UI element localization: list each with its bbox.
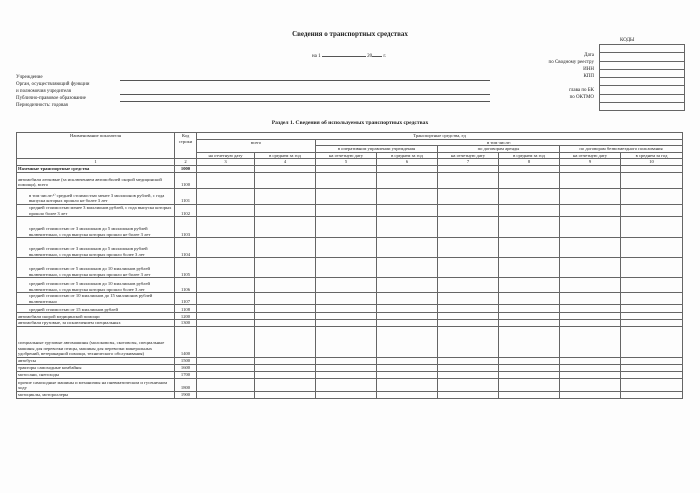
value-cell[interactable] xyxy=(438,172,499,188)
header-report-date: на отчетную дату xyxy=(560,152,621,159)
value-cell[interactable] xyxy=(377,172,438,188)
row-code: 1700 xyxy=(175,371,197,378)
value-cell[interactable] xyxy=(621,165,683,172)
left-label-periodicity: Периодичность: годовая xyxy=(16,103,68,108)
value-cell[interactable] xyxy=(438,293,499,305)
table-row xyxy=(17,364,683,371)
table-row xyxy=(17,326,683,357)
table-row xyxy=(17,320,683,327)
value-cell[interactable] xyxy=(499,378,560,391)
indicator-name: тракторы самоходные комбайны xyxy=(17,364,175,371)
column-number: 6 xyxy=(377,159,438,166)
value-cell[interactable] xyxy=(255,278,316,293)
value-cell[interactable] xyxy=(560,326,621,357)
public-entity-field[interactable] xyxy=(120,101,490,102)
value-cell[interactable] xyxy=(560,371,621,378)
table-row xyxy=(17,305,683,313)
value-cell[interactable] xyxy=(197,172,255,188)
value-cell[interactable] xyxy=(499,326,560,357)
value-cell[interactable] xyxy=(197,378,255,391)
table-row xyxy=(17,258,683,278)
value-cell[interactable] xyxy=(316,188,377,204)
value-cell[interactable] xyxy=(316,305,377,313)
row-code: 1400 xyxy=(175,326,197,357)
header-total: всего xyxy=(197,139,316,152)
value-cell[interactable] xyxy=(621,172,683,188)
value-cell[interactable] xyxy=(197,364,255,371)
value-cell[interactable] xyxy=(377,258,438,278)
value-cell[interactable] xyxy=(621,313,683,320)
value-cell[interactable] xyxy=(255,165,316,172)
column-number: 2 xyxy=(175,159,197,166)
value-cell[interactable] xyxy=(560,278,621,293)
table-row xyxy=(17,378,683,391)
value-cell[interactable] xyxy=(499,217,560,238)
column-number: 8 xyxy=(499,159,560,166)
value-cell[interactable] xyxy=(197,293,255,305)
value-cell[interactable] xyxy=(197,320,255,327)
value-cell[interactable] xyxy=(499,204,560,216)
indicator-name: средней стоимостью от 15 миллионов рублей xyxy=(17,305,175,313)
codes-cell[interactable] xyxy=(600,94,685,102)
value-cell[interactable] xyxy=(560,188,621,204)
value-cell[interactable] xyxy=(377,378,438,391)
value-cell[interactable] xyxy=(438,326,499,357)
value-cell[interactable] xyxy=(316,217,377,238)
value-cell[interactable] xyxy=(255,326,316,357)
value-cell[interactable] xyxy=(255,371,316,378)
row-code: 1900 xyxy=(175,391,197,398)
value-cell[interactable] xyxy=(438,378,499,391)
indicator-name: автомобили скорой медицинской помощи xyxy=(17,313,175,320)
value-cell[interactable] xyxy=(197,326,255,357)
table-row xyxy=(17,172,683,188)
value-cell[interactable] xyxy=(560,217,621,238)
row-code: 1300 xyxy=(175,320,197,327)
value-cell[interactable] xyxy=(316,172,377,188)
value-cell[interactable] xyxy=(197,217,255,238)
value-cell[interactable] xyxy=(197,391,255,398)
value-cell[interactable] xyxy=(438,371,499,378)
value-cell[interactable] xyxy=(316,371,377,378)
row-code: 1105 xyxy=(175,258,197,278)
value-cell[interactable] xyxy=(438,357,499,364)
row-code: 1103 xyxy=(175,217,197,238)
table-row xyxy=(17,313,683,320)
value-cell[interactable] xyxy=(499,320,560,327)
column-number: 3 xyxy=(197,159,255,166)
value-cell[interactable] xyxy=(377,320,438,327)
row-code: 1101 xyxy=(175,188,197,204)
column-number: 10 xyxy=(621,159,683,166)
indicator-name: в том числе:¹⁾ средней стоимостью менее 3 миллионов рублей, с года выпуска которых прошло не более 3 лет xyxy=(17,188,175,204)
row-code: 1108 xyxy=(175,305,197,313)
date-year-field[interactable] xyxy=(372,56,382,57)
value-cell[interactable] xyxy=(499,278,560,293)
left-labels xyxy=(16,74,89,109)
value-cell[interactable] xyxy=(621,305,683,313)
codes-table xyxy=(599,44,685,111)
value-cell[interactable] xyxy=(377,238,438,258)
value-cell[interactable] xyxy=(499,357,560,364)
value-cell[interactable] xyxy=(560,165,621,172)
value-cell[interactable] xyxy=(255,357,316,364)
row-code: 1104 xyxy=(175,238,197,258)
value-cell[interactable] xyxy=(621,258,683,278)
right-label: КПП xyxy=(583,74,594,79)
value-cell[interactable] xyxy=(316,204,377,216)
value-cell[interactable] xyxy=(316,326,377,357)
table-row xyxy=(17,188,683,204)
value-cell[interactable] xyxy=(438,364,499,371)
codes-header: КОДЫ xyxy=(620,38,635,43)
header-report-date: на отчетную дату xyxy=(316,152,377,159)
value-cell[interactable] xyxy=(255,258,316,278)
document-title: Сведения о транспортных средствах xyxy=(292,30,408,38)
value-cell[interactable] xyxy=(316,364,377,371)
value-cell[interactable] xyxy=(255,391,316,398)
value-cell[interactable] xyxy=(560,378,621,391)
table-row xyxy=(17,204,683,216)
value-cell[interactable] xyxy=(377,217,438,238)
indicator-name: средней стоимостью от 5 миллионов до 10 миллионов рублей включительно, с года выпуска которых прошло более 3 лет xyxy=(17,278,175,293)
value-cell[interactable] xyxy=(438,320,499,327)
value-cell[interactable] xyxy=(621,217,683,238)
value-cell[interactable] xyxy=(255,305,316,313)
row-code: 1800 xyxy=(175,378,197,391)
table-row xyxy=(17,217,683,238)
value-cell[interactable] xyxy=(621,204,683,216)
value-cell[interactable] xyxy=(255,293,316,305)
indicator-name: средней стоимостью менее 3 миллионов рублей, с года выпуска которых прошло более 3 лет xyxy=(17,204,175,216)
value-cell[interactable] xyxy=(621,320,683,327)
value-cell[interactable] xyxy=(197,204,255,216)
indicator-name: специальные грузовые автомашины (молоковозы, скотовозы, специальные машины для перевозки птицы, машины для перевозки минеральных удобрений, ветеринарной помощи, технического обслуживания) xyxy=(17,326,175,357)
indicator-name: Наземные транспортные средства xyxy=(17,165,175,172)
codes-cell[interactable] xyxy=(600,53,685,61)
right-label: по ОКТМО xyxy=(569,95,594,100)
header-including: в том числе: xyxy=(316,139,683,146)
table-row xyxy=(17,278,683,293)
indicator-name: мотосани, снегоходы xyxy=(17,371,175,378)
value-cell[interactable] xyxy=(197,305,255,313)
right-label: Дата xyxy=(584,53,594,58)
header-free-use: по договорам безвозмездного пользования xyxy=(560,146,683,153)
header-year-avg: в среднем за год xyxy=(255,152,316,159)
value-cell[interactable] xyxy=(621,357,683,364)
column-number: 5 xyxy=(316,159,377,166)
left-label-founder: Орган, осуществляющий функции xyxy=(16,82,90,87)
value-cell[interactable] xyxy=(377,278,438,293)
value-cell[interactable] xyxy=(438,204,499,216)
codes-cell[interactable] xyxy=(600,45,685,53)
value-cell[interactable] xyxy=(255,238,316,258)
value-cell[interactable] xyxy=(499,258,560,278)
value-cell[interactable] xyxy=(560,320,621,327)
value-cell[interactable] xyxy=(560,293,621,305)
value-cell[interactable] xyxy=(438,391,499,398)
value-cell[interactable] xyxy=(560,357,621,364)
indicator-name: автобусы xyxy=(17,357,175,364)
institution-field[interactable] xyxy=(120,80,490,81)
value-cell[interactable] xyxy=(377,357,438,364)
value-cell[interactable] xyxy=(255,364,316,371)
value-cell[interactable] xyxy=(499,165,560,172)
value-cell[interactable] xyxy=(438,278,499,293)
left-label-founder-2: и полномочия учредителя xyxy=(16,89,71,94)
value-cell[interactable] xyxy=(316,293,377,305)
value-cell[interactable] xyxy=(255,172,316,188)
right-label: ИНН xyxy=(583,67,594,72)
value-cell[interactable] xyxy=(621,238,683,258)
column-number: 4 xyxy=(255,159,316,166)
row-code: 1600 xyxy=(175,364,197,371)
table-row xyxy=(17,165,683,172)
right-label xyxy=(480,80,594,87)
header-row-code: Код строки xyxy=(175,133,197,159)
value-cell[interactable] xyxy=(197,357,255,364)
transport-table xyxy=(16,132,683,399)
value-cell[interactable] xyxy=(316,378,377,391)
value-cell[interactable] xyxy=(377,313,438,320)
value-cell[interactable] xyxy=(499,172,560,188)
value-cell[interactable] xyxy=(621,326,683,357)
section-title: Раздел 1. Сведения об используемых транспортных средствах xyxy=(271,120,429,126)
indicator-name: прочие самоходные машины и механизмы на пневматическом и гусеничном ходу xyxy=(17,378,175,391)
value-cell[interactable] xyxy=(621,378,683,391)
value-cell[interactable] xyxy=(197,165,255,172)
value-cell[interactable] xyxy=(499,371,560,378)
value-cell[interactable] xyxy=(316,320,377,327)
header-indicator-name: Наименование показателя xyxy=(17,133,175,159)
value-cell[interactable] xyxy=(621,278,683,293)
value-cell[interactable] xyxy=(197,188,255,204)
table-row xyxy=(17,357,683,364)
row-code: 1200 xyxy=(175,313,197,320)
left-label-public-entity: Публично-правовое образование xyxy=(16,96,86,101)
value-cell[interactable] xyxy=(560,172,621,188)
row-code: 1106 xyxy=(175,278,197,293)
value-cell[interactable] xyxy=(377,364,438,371)
value-cell[interactable] xyxy=(316,238,377,258)
row-code: 1100 xyxy=(175,172,197,188)
report-date-line xyxy=(312,54,386,60)
table-row xyxy=(17,293,683,305)
value-cell[interactable] xyxy=(255,320,316,327)
value-cell[interactable] xyxy=(499,305,560,313)
date-year-prefix: 20 xyxy=(367,54,373,59)
value-cell[interactable] xyxy=(499,293,560,305)
row-code: 1500 xyxy=(175,357,197,364)
indicator-name: автомобили легковые (за исключением автомобилей скорой медицинской помощи), всего xyxy=(17,172,175,188)
value-cell[interactable] xyxy=(438,305,499,313)
row-code: 1000 xyxy=(175,165,197,172)
column-number: 1 xyxy=(17,159,175,166)
value-cell[interactable] xyxy=(499,364,560,371)
header-transport: Транспортные средства, ед xyxy=(197,133,683,140)
value-cell[interactable] xyxy=(255,313,316,320)
value-cell[interactable] xyxy=(377,305,438,313)
value-cell[interactable] xyxy=(255,378,316,391)
codes-cell[interactable] xyxy=(600,61,685,69)
codes-cell[interactable] xyxy=(600,69,685,77)
column-numbers-row xyxy=(17,159,683,166)
table-row xyxy=(17,371,683,378)
value-cell[interactable] xyxy=(197,313,255,320)
value-cell[interactable] xyxy=(197,238,255,258)
left-label-institution: Учреждение xyxy=(16,75,43,80)
value-cell[interactable] xyxy=(316,313,377,320)
date-day-field[interactable] xyxy=(322,56,366,57)
value-cell[interactable] xyxy=(621,391,683,398)
value-cell[interactable] xyxy=(438,188,499,204)
row-code: 1102 xyxy=(175,204,197,216)
value-cell[interactable] xyxy=(316,165,377,172)
value-cell[interactable] xyxy=(316,391,377,398)
value-cell[interactable] xyxy=(197,371,255,378)
indicator-name: автомобили грузовые, за исключением специальных xyxy=(17,320,175,327)
header-rent: по договорам аренды xyxy=(438,146,560,153)
value-cell[interactable] xyxy=(197,278,255,293)
value-cell[interactable] xyxy=(560,305,621,313)
value-cell[interactable] xyxy=(499,313,560,320)
header-year-avg: в среднем за год xyxy=(499,152,560,159)
header-year-avg: в среднем за год xyxy=(621,152,683,159)
table-row xyxy=(17,238,683,258)
value-cell[interactable] xyxy=(316,258,377,278)
column-number: 9 xyxy=(560,159,621,166)
value-cell[interactable] xyxy=(377,371,438,378)
value-cell[interactable] xyxy=(621,364,683,371)
date-prefix: на 1 xyxy=(312,54,321,59)
value-cell[interactable] xyxy=(499,238,560,258)
value-cell[interactable] xyxy=(438,258,499,278)
value-cell[interactable] xyxy=(438,238,499,258)
value-cell[interactable] xyxy=(438,217,499,238)
value-cell[interactable] xyxy=(560,313,621,320)
header-year-avg: в среднем за год xyxy=(377,152,438,159)
table-row xyxy=(17,391,683,398)
value-cell[interactable] xyxy=(438,165,499,172)
value-cell[interactable] xyxy=(197,258,255,278)
right-label: глава по БК xyxy=(569,88,594,93)
value-cell[interactable] xyxy=(377,326,438,357)
right-labels xyxy=(480,52,594,101)
value-cell[interactable] xyxy=(255,217,316,238)
value-cell[interactable] xyxy=(621,371,683,378)
value-cell[interactable] xyxy=(560,238,621,258)
value-cell[interactable] xyxy=(377,204,438,216)
header-report-date: на отчетную дату xyxy=(438,152,499,159)
indicator-name: средней стоимостью от 3 миллионов до 5 миллионов рублей включительно, с года выпуска которых прошло более 3 лет xyxy=(17,238,175,258)
header-report-date: на отчетную дату xyxy=(197,152,255,159)
value-cell[interactable] xyxy=(438,313,499,320)
indicator-name: средней стоимостью от 3 миллионов до 5 миллионов рублей включительно, с года выпуска которых прошло не более 3 лет xyxy=(17,217,175,238)
indicator-name: средней стоимостью от 5 миллионов до 10 миллионов рублей включительно, с года выпуска которых прошло не более 3 лет xyxy=(17,258,175,278)
codes-cell[interactable] xyxy=(600,86,685,94)
value-cell[interactable] xyxy=(499,188,560,204)
value-cell[interactable] xyxy=(621,293,683,305)
value-cell[interactable] xyxy=(621,188,683,204)
value-cell[interactable] xyxy=(377,391,438,398)
value-cell[interactable] xyxy=(255,204,316,216)
value-cell[interactable] xyxy=(560,391,621,398)
value-cell[interactable] xyxy=(560,364,621,371)
codes-cell[interactable] xyxy=(600,78,685,86)
founder-field[interactable] xyxy=(120,94,490,95)
value-cell[interactable] xyxy=(316,357,377,364)
value-cell[interactable] xyxy=(316,278,377,293)
header-operational: в оперативном управлении учреждения xyxy=(316,146,438,153)
value-cell[interactable] xyxy=(560,258,621,278)
value-cell[interactable] xyxy=(560,204,621,216)
value-cell[interactable] xyxy=(377,293,438,305)
column-number: 7 xyxy=(438,159,499,166)
indicator-name: средней стоимостью от 10 миллионов до 15 миллионов рублей включительно xyxy=(17,293,175,305)
value-cell[interactable] xyxy=(499,391,560,398)
date-year-suffix: г. xyxy=(383,54,387,59)
row-code: 1107 xyxy=(175,293,197,305)
codes-cell[interactable] xyxy=(600,103,685,111)
value-cell[interactable] xyxy=(255,188,316,204)
value-cell[interactable] xyxy=(377,165,438,172)
right-label: по Сводному реестру xyxy=(548,60,594,65)
indicator-name: мотоциклы, мотороллеры xyxy=(17,391,175,398)
value-cell[interactable] xyxy=(377,188,438,204)
